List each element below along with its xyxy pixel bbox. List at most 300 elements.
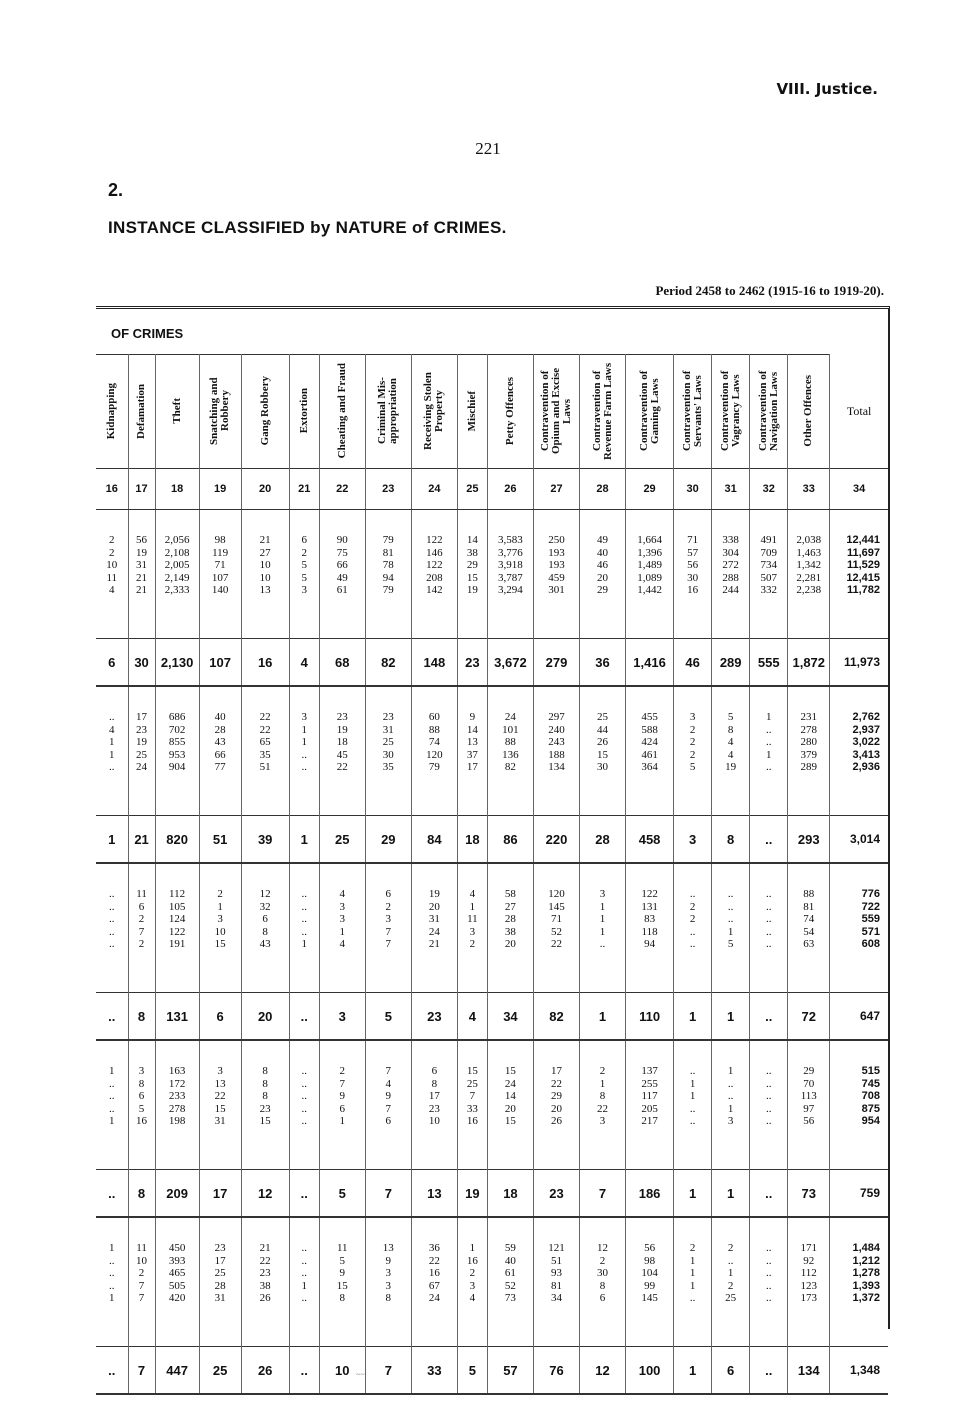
summary-cell: 8 <box>712 816 750 864</box>
data-column-cell <box>830 1217 888 1347</box>
table-cell: 17 <box>136 711 148 723</box>
column-number: 22 <box>319 469 365 510</box>
data-column-cell <box>750 1217 788 1347</box>
table-cell: 18 <box>336 736 348 749</box>
table-cell: .. <box>689 938 696 951</box>
summary-cell: 110 <box>626 993 674 1041</box>
table-cell: 34 <box>550 1292 562 1305</box>
data-column-cell <box>411 686 457 816</box>
table-cell: 2,937 <box>852 723 880 736</box>
table-cell: .. <box>301 1292 307 1305</box>
section-label: VIII. Justice. <box>776 80 878 98</box>
table-cell: .. <box>765 1077 772 1090</box>
data-column-cell <box>830 1040 888 1170</box>
table-cell: 15 <box>259 1115 271 1128</box>
table-cell: 137 <box>641 1065 658 1077</box>
table-cell: 2 <box>727 1242 734 1254</box>
table-cell: 4 <box>109 723 115 736</box>
table-cell: 145 <box>641 1292 658 1305</box>
table-cell: 255 <box>641 1077 658 1090</box>
table-cell: 10 <box>106 559 118 572</box>
summary-cell: 1 <box>289 816 319 864</box>
table-cell: 11,782 <box>846 584 880 597</box>
table-cell: 31 <box>428 913 440 926</box>
table-cell: .. <box>109 888 115 900</box>
table-cell: 1 <box>301 723 307 736</box>
table-cell: 24 <box>504 711 516 723</box>
table-cell: 15 <box>466 571 478 584</box>
table-cell: 49 <box>597 534 609 546</box>
data-column-cell <box>96 1040 128 1170</box>
data-column-cell <box>241 1217 289 1347</box>
table-cell: 1,278 <box>852 1267 880 1280</box>
table-cell: 22 <box>259 723 271 736</box>
table-cell: 9 <box>469 711 476 723</box>
column-header-label: Contravention of Opium and Excise Laws <box>538 367 573 455</box>
data-column-cell <box>96 1217 128 1347</box>
table-cell: 23 <box>428 1102 440 1115</box>
table-cell: 43 <box>259 938 271 951</box>
table-cell: 1 <box>765 711 772 723</box>
summary-cell: 16 <box>241 639 289 687</box>
summary-cell: 2,130 <box>155 639 199 687</box>
table-cell: 38 <box>504 925 516 938</box>
column-header <box>411 354 457 469</box>
summary-cell: 23 <box>533 1170 579 1218</box>
summary-cell: 30 <box>128 639 155 687</box>
summary-cell: 555 <box>750 639 788 687</box>
page-number: 221 <box>475 139 501 158</box>
table-cell: 3,022 <box>852 736 880 749</box>
table-cell: 22 <box>259 1254 271 1267</box>
column-header-label: Petty Offences <box>503 376 516 446</box>
data-column-cell <box>319 863 365 993</box>
table-cell: 32 <box>259 900 271 913</box>
data-column-cell <box>241 1040 289 1170</box>
column-header-label: Gang Robbery <box>258 376 271 446</box>
table-cell: 1,442 <box>637 584 662 597</box>
summary-cell: 148 <box>411 639 457 687</box>
summary-cell: 1 <box>712 1170 750 1218</box>
table-cell: 2,281 <box>796 571 822 584</box>
column-header <box>128 354 155 469</box>
table-cell: 92 <box>803 1254 815 1267</box>
table-cell: 40 <box>504 1254 516 1267</box>
table-cell: 134 <box>548 761 565 774</box>
data-block-row <box>96 686 888 816</box>
table-cell: 4 <box>727 736 734 749</box>
summary-cell: 5 <box>457 1347 487 1395</box>
table-cell: .. <box>301 1242 307 1254</box>
table-cell: 875 <box>861 1102 880 1115</box>
table-cell: 2,762 <box>852 711 880 723</box>
table-cell: 9 <box>339 1090 345 1103</box>
data-column-cell <box>626 510 674 639</box>
column-header-label: Theft <box>170 398 183 424</box>
table-cell: 11 <box>106 571 118 584</box>
table-cell: 6 <box>385 888 392 900</box>
table-cell: 5 <box>727 711 734 723</box>
table-cell: 24 <box>428 925 440 938</box>
column-header <box>750 354 788 469</box>
column-number: 23 <box>365 469 411 510</box>
table-cell: 4 <box>109 584 115 597</box>
table-cell: 1 <box>469 900 476 913</box>
table-cell: 7 <box>385 925 392 938</box>
table-cell: .. <box>765 736 772 749</box>
table-cell: 38 <box>259 1279 271 1292</box>
column-header-label: Criminal Mis-appropriation <box>376 377 400 445</box>
column-header <box>457 354 487 469</box>
data-column-cell <box>199 1040 241 1170</box>
summary-cell: 107 <box>199 639 241 687</box>
table-cell: 171 <box>800 1242 817 1254</box>
summary-cell: 21 <box>128 816 155 864</box>
data-column-cell <box>533 863 579 993</box>
table-cell: 5 <box>727 938 734 951</box>
table-cell: 61 <box>504 1267 516 1280</box>
table-cell: 124 <box>168 913 186 926</box>
summary-cell: .. <box>289 993 319 1041</box>
table-cell: 338 <box>722 534 739 546</box>
table-cell: 16 <box>136 1115 148 1128</box>
table-cell: 22 <box>214 1090 226 1103</box>
table-cell: 99 <box>644 1279 656 1292</box>
data-column-cell <box>580 686 626 816</box>
table-cell: 140 <box>211 584 229 597</box>
data-column-cell <box>411 1040 457 1170</box>
table-cell: 30 <box>382 748 394 761</box>
table-cell: 26 <box>259 1292 271 1305</box>
data-column-cell <box>128 686 155 816</box>
table-cell: .. <box>109 1254 115 1267</box>
table-cell: 2 <box>689 1242 696 1254</box>
table-cell: 20 <box>504 938 516 951</box>
table-cell: 13 <box>466 736 478 749</box>
data-column-cell <box>411 510 457 639</box>
table-cell: 904 <box>168 761 186 774</box>
table-cell: 1,664 <box>637 534 662 546</box>
table-cell: 145 <box>548 900 565 913</box>
table-cell: 163 <box>168 1065 186 1077</box>
table-cell: 22 <box>259 711 271 723</box>
column-header <box>580 354 626 469</box>
table-cell: 5 <box>301 571 307 584</box>
table-cell: 491 <box>760 534 777 546</box>
table-cell: 3 <box>385 1267 392 1280</box>
table-cell: .. <box>727 1090 734 1103</box>
summary-cell: 68 <box>319 639 365 687</box>
table-cell: 855 <box>168 736 186 749</box>
summary-cell: .. <box>289 1347 319 1395</box>
table-cell: 6 <box>431 1065 438 1077</box>
table-cell: .. <box>301 888 307 900</box>
summary-cell: 25 <box>319 816 365 864</box>
table-cell: 7 <box>339 1077 345 1090</box>
table-cell: 3 <box>217 1065 223 1077</box>
table-cell: 51 <box>550 1254 562 1267</box>
table-cell: 23 <box>259 1102 271 1115</box>
table-cell: 71 <box>214 559 226 572</box>
table-cell: 8 <box>727 723 734 736</box>
table-cell: 59 <box>504 1242 516 1254</box>
table-cell: 71 <box>687 534 699 546</box>
table-cell: 364 <box>641 761 658 774</box>
summary-cell: 279 <box>533 639 579 687</box>
table-cell: 31 <box>136 559 148 572</box>
column-number: 26 <box>487 469 533 510</box>
data-column-cell <box>96 686 128 816</box>
table-cell: 11 <box>136 888 147 900</box>
table-cell: 1,393 <box>852 1279 880 1292</box>
table-cell: 588 <box>641 723 658 736</box>
data-column-cell <box>457 863 487 993</box>
table-cell: 1 <box>599 1077 606 1090</box>
column-header <box>155 354 199 469</box>
table-cell: 29 <box>466 559 478 572</box>
column-header-row <box>96 354 888 469</box>
table-cell: 75 <box>336 546 348 559</box>
table-cell: 2,238 <box>796 584 822 597</box>
table-cell: 27 <box>259 546 271 559</box>
table-cell: 22 <box>550 1077 562 1090</box>
table-cell: 191 <box>168 938 186 951</box>
summary-cell: 3 <box>319 993 365 1041</box>
table-cell: .. <box>109 913 115 926</box>
data-column-cell <box>674 686 712 816</box>
table-cell: .. <box>765 888 772 900</box>
table-cell: 123 <box>800 1279 817 1292</box>
data-block-row <box>96 1217 888 1347</box>
table-cell: .. <box>765 925 772 938</box>
table-cell: .. <box>301 900 307 913</box>
table-cell: 3,583 <box>498 534 523 546</box>
table-cell: 7 <box>138 925 145 938</box>
table-cell: 1 <box>599 913 606 926</box>
table-cell: 3 <box>301 584 307 597</box>
table-cell: 776 <box>861 888 880 900</box>
table-cell: .. <box>109 761 115 774</box>
table-cell: 5 <box>689 761 696 774</box>
table-cell: .. <box>765 1242 772 1254</box>
data-column-cell <box>96 863 128 993</box>
table-cell: 118 <box>641 925 658 938</box>
table-cell: 217 <box>641 1115 658 1128</box>
table-cell: 1,484 <box>852 1242 880 1254</box>
column-header <box>319 354 365 469</box>
table-cell: 6 <box>138 900 145 913</box>
table-cell: 2 <box>599 1065 606 1077</box>
table-cell: .. <box>109 1077 115 1090</box>
summary-cell: 73 <box>788 1170 830 1218</box>
table-cell: 6 <box>262 913 268 926</box>
data-column-cell <box>457 510 487 639</box>
summary-cell: .. <box>750 1170 788 1218</box>
table-cell: 90 <box>336 534 348 546</box>
table-cell: 105 <box>168 900 186 913</box>
table-cell: 28 <box>214 723 226 736</box>
table-cell: .. <box>301 1090 307 1103</box>
data-column-cell <box>319 1217 365 1347</box>
table-cell: 2 <box>689 900 696 913</box>
table-cell: .. <box>301 748 307 761</box>
data-column-cell <box>155 863 199 993</box>
table-cell: 14 <box>466 534 478 546</box>
summary-cell: .. <box>96 1170 128 1218</box>
table-cell: 112 <box>800 1267 817 1280</box>
table-cell: .. <box>301 1102 307 1115</box>
table-cell: 461 <box>641 748 658 761</box>
table-cell: 8 <box>599 1090 606 1103</box>
table-cell: .. <box>727 1077 734 1090</box>
summary-cell: .. <box>96 993 128 1041</box>
table-cell: .. <box>765 900 772 913</box>
summary-cell: 1 <box>674 1170 712 1218</box>
summary-cell: 23 <box>411 993 457 1041</box>
data-column-cell <box>674 510 712 639</box>
table-cell: 188 <box>548 748 565 761</box>
table-cell: 608 <box>861 938 880 951</box>
data-column-cell <box>241 510 289 639</box>
table-cell: 244 <box>722 584 739 597</box>
data-column-cell <box>96 510 128 639</box>
data-column-cell <box>411 1217 457 1347</box>
table-cell: 3 <box>217 913 223 926</box>
table-cell: 46 <box>597 559 609 572</box>
summary-cell: 4 <box>289 639 319 687</box>
table-cell: 66 <box>336 559 348 572</box>
table-cell: 11,697 <box>846 546 880 559</box>
summary-cell: 209 <box>155 1170 199 1218</box>
data-column-cell <box>788 1040 830 1170</box>
summary-cell: .. <box>750 993 788 1041</box>
table-cell: 19 <box>136 546 148 559</box>
summary-cell: 1 <box>712 993 750 1041</box>
table-cell: 243 <box>548 736 565 749</box>
table-cell: 3 <box>599 1115 606 1128</box>
table-cell: 198 <box>168 1115 186 1128</box>
summary-cell: 186 <box>626 1170 674 1218</box>
table-cell: 23 <box>259 1267 271 1280</box>
table-cell: 1 <box>217 900 223 913</box>
table-cell: 45 <box>336 748 348 761</box>
summary-cell: 23 <box>457 639 487 687</box>
summary-row <box>96 639 888 687</box>
table-cell: 13 <box>214 1077 226 1090</box>
table-cell: 26 <box>597 736 609 749</box>
data-block-row <box>96 863 888 993</box>
summary-row <box>96 1347 888 1395</box>
data-column-cell <box>365 1040 411 1170</box>
table-cell: .. <box>765 938 772 951</box>
table-cell: 250 <box>548 534 565 546</box>
table-cell: 1,342 <box>796 559 822 572</box>
table-cell: 1 <box>339 925 345 938</box>
table-cell: 208 <box>426 571 443 584</box>
summary-cell: 82 <box>365 639 411 687</box>
summary-cell: 12 <box>241 1170 289 1218</box>
table-cell: 3 <box>469 1279 476 1292</box>
summary-cell: 6 <box>199 993 241 1041</box>
table-cell: 7 <box>385 1065 392 1077</box>
summary-cell: .. <box>289 1170 319 1218</box>
table-cell: 6 <box>301 534 307 546</box>
table-cell: 1 <box>109 748 115 761</box>
table-cell: 79 <box>428 761 440 774</box>
summary-cell: 29 <box>365 816 411 864</box>
table-cell: 121 <box>548 1242 565 1254</box>
table-cell: 22 <box>597 1102 609 1115</box>
table-cell: 301 <box>548 584 565 597</box>
column-number: 34 <box>830 469 888 510</box>
data-column-cell <box>199 686 241 816</box>
table-cell: 8 <box>262 1090 268 1103</box>
summary-cell: 5 <box>365 993 411 1041</box>
table-cell: .. <box>765 1065 772 1077</box>
table-cell: 20 <box>597 571 609 584</box>
table-cell: 240 <box>548 723 565 736</box>
summary-cell: 100 <box>626 1347 674 1395</box>
table-cell: .. <box>301 1077 307 1090</box>
table-cell: 3 <box>339 900 345 913</box>
summary-cell: 4 <box>457 993 487 1041</box>
table-cell: 52 <box>550 925 562 938</box>
table-cell: 420 <box>168 1292 186 1305</box>
summary-row <box>96 993 888 1041</box>
table-cell: 16 <box>466 1254 478 1267</box>
table-cell: 120 <box>426 748 443 761</box>
table-cell: 13 <box>382 1242 394 1254</box>
table-cell: 56 <box>644 1242 656 1254</box>
data-column-cell <box>319 1040 365 1170</box>
data-column-cell <box>365 1217 411 1347</box>
table-cell: 24 <box>428 1292 440 1305</box>
table-cell: 3 <box>301 711 307 723</box>
table-cell: 7 <box>469 1090 476 1103</box>
table-cell: 25 <box>466 1077 478 1090</box>
table-cell: 35 <box>259 748 271 761</box>
table-cell: 56 <box>687 559 699 572</box>
table-cell: 29 <box>597 584 609 597</box>
table-cell: 1 <box>727 925 734 938</box>
table-cell: .. <box>689 888 696 900</box>
table-cell: 98 <box>644 1254 656 1267</box>
table-cell: .. <box>689 1102 696 1115</box>
column-number: 32 <box>750 469 788 510</box>
table-cell: 23 <box>382 711 394 723</box>
table-cell: 43 <box>214 736 226 749</box>
data-column-cell <box>199 863 241 993</box>
summary-cell: 12 <box>580 1347 626 1395</box>
column-header <box>487 354 533 469</box>
summary-cell: 8 <box>128 1170 155 1218</box>
table-cell: 6 <box>385 1115 392 1128</box>
table-cell: 94 <box>644 938 656 951</box>
data-column-cell <box>289 863 319 993</box>
table-cell: 8 <box>431 1077 438 1090</box>
table-cell: .. <box>727 888 734 900</box>
table-cell: 11 <box>336 1242 348 1254</box>
table-cell: 101 <box>502 723 519 736</box>
column-number: 29 <box>626 469 674 510</box>
data-column-cell <box>411 863 457 993</box>
table-cell: 11 <box>136 1242 147 1254</box>
table-cell: 7 <box>138 1279 145 1292</box>
table-cell: 954 <box>861 1115 880 1128</box>
data-column-cell <box>365 510 411 639</box>
table-cell: 3,776 <box>498 546 523 559</box>
table-cell: 40 <box>597 546 609 559</box>
